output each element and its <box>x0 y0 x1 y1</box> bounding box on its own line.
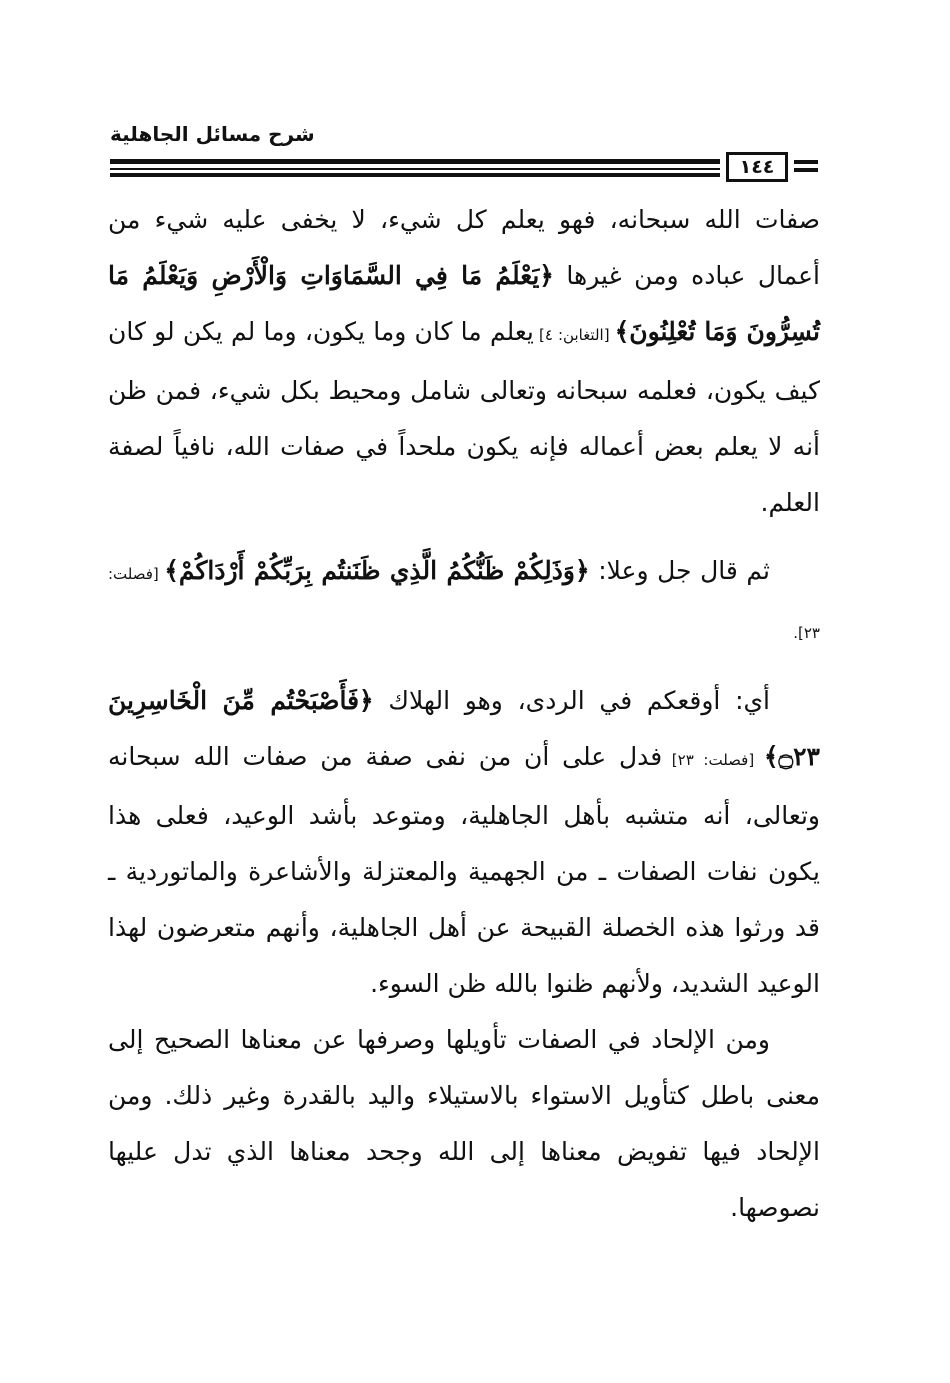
quran-verse: ﴿وَذَلِكُمْ ظَنُّكُمُ الَّذِي ظَنَنتُم بِرَبِّكُمْ أَرْدَاكُمْ﴾ <box>164 556 590 585</box>
paragraph-text: صفات الله سبحانه، فهو يعلم كل شيء، لا يخفى عليه شيء من أعمال عباده ومن غيرها <box>108 205 820 290</box>
paragraph-text: فدل على أن من نفى صفة من صفات الله سبحانه وتعالى، أنه متشبه بأهل الجاهلية، ومتوعد بأشد الوعيد، فعلى هذا يكون نفات الصفات ـ من الجهمية والمعتزلة والأشاعرة والماتوردية ـ قد ورثوا هذه الخصلة القبيحة عن أهل الجاهلية، وأنهم متعرضون لهذا الوعيد الشديد، ولأنهم ظنوا بالله ظن السوء. <box>108 742 820 998</box>
page-number-ornament <box>794 160 818 176</box>
header-rule <box>110 173 720 177</box>
running-header-title: شرح مسائل الجاهلية <box>110 122 315 146</box>
page-body <box>108 192 820 1236</box>
verse-reference: [فصلت: ٢٣] <box>662 751 764 769</box>
paragraph-text: ثم قال جل وعلا: <box>589 556 771 585</box>
paragraph-2 <box>108 543 820 661</box>
verse-reference: [التغابن: ٤] <box>533 326 615 344</box>
quran-verse: ﴿يَعْلَمُ مَا فِي السَّمَاوَاتِ وَالْأَرْضِ وَيَعْلَمُ مَا تُسِرُّونَ وَمَا تُعْلِنُونَ﴾ <box>108 261 820 346</box>
paragraph-1 <box>108 192 820 531</box>
header-rule <box>110 168 720 170</box>
quran-verse: ﴿فَأَصْبَحْتُم مِّنَ الْخَاسِرِينَ ۝٢٣﴾ <box>108 686 820 771</box>
paragraph-text: أي: أوقعكم في الردى، وهو الهلاك <box>373 686 771 715</box>
paragraph-4: ومن الإلحاد في الصفات تأويلها وصرفها عن معناها الصحيح إلى معنى باطل كتأويل الاستواء بالاستيلاء واليد بالقدرة وغير ذلك. ومن الإلحاد فيها تفويض معناها إلى الله وجحد معناها الذي تدل عليها نصوصها. <box>108 1025 820 1222</box>
verse-reference: [فصلت: ٢٣]. <box>108 565 820 642</box>
paragraph-text: يعلم ما كان وما يكون، وما لم يكن لو كان كيف يكون، فعلمه سبحانه وتعالى شامل ومحيط بكل شيء، فمن ظن أنه لا يعلم بعض أعماله فإنه يكون ملحداً في صفات الله، نافياً لصفة العلم. <box>108 317 820 517</box>
header-rule <box>110 159 720 164</box>
page-number: ١٤٤ <box>726 152 788 182</box>
paragraph-3 <box>108 673 820 1012</box>
